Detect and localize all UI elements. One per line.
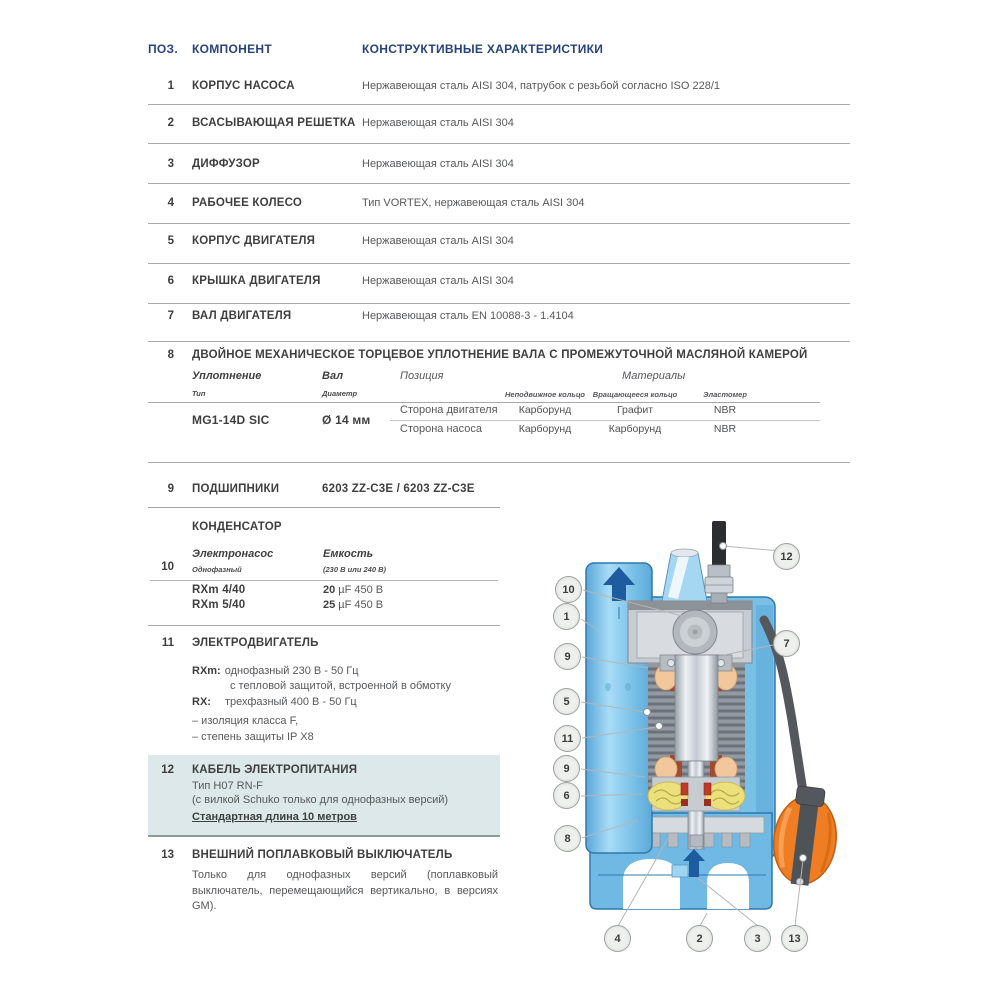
row-pos: 11	[161, 637, 174, 649]
row-pos: 12	[161, 764, 174, 776]
callout-9-upper: 9	[554, 643, 581, 670]
motor-rx-label: RX:	[192, 696, 211, 708]
callout-6: 6	[553, 782, 580, 809]
seal-col-shaft: Вал	[322, 370, 344, 382]
callout-4: 4	[604, 925, 631, 952]
callout-8: 8	[554, 825, 581, 852]
row-pos: 3	[167, 158, 174, 170]
callout-1: 1	[553, 603, 580, 630]
component-characteristics: Нержавеющая сталь AISI 304, патрубок с резьбой согласно ISO 228/1	[362, 80, 721, 92]
seal-elastomer-cell: NBR	[713, 423, 737, 435]
capacitor-model: RXm 4/40	[192, 584, 246, 596]
motor-rx-text: трехфазный 400 В - 50 Гц	[224, 696, 357, 708]
divider	[390, 420, 820, 421]
seal-position-cell: Сторона двигателя	[400, 404, 498, 416]
divider	[148, 104, 850, 105]
divider	[148, 183, 850, 184]
motor-protection-note: – степень защиты IP X8	[192, 731, 314, 743]
callout-9-lower: 9	[553, 755, 580, 782]
divider	[148, 263, 850, 264]
callout-3: 3	[744, 925, 771, 952]
motor-name: ЭЛЕКТРОДВИГАТЕЛЬ	[192, 637, 319, 649]
component-name: КОРПУС НАСОСА	[192, 80, 295, 92]
seal-col-fixed-ring: Неподвижное кольцо	[504, 390, 586, 399]
oil-chamber	[648, 777, 745, 811]
seal-position-cell: Сторона насоса	[400, 423, 483, 435]
row-pos: 5	[167, 235, 174, 247]
row-pos: 10	[161, 561, 174, 573]
motor-rxm-note: с тепловой защитой, встроенной в обмотку	[230, 680, 451, 692]
capacitor-col-pump-sub: Однофазный	[192, 565, 242, 574]
callout-12: 12	[773, 543, 800, 570]
seal-col-materials: Материалы	[622, 370, 686, 382]
capacitor-value-number: 25	[323, 599, 336, 611]
motor-rxm-line	[192, 665, 359, 677]
pump-cutaway-diagram	[540, 505, 870, 975]
seal-section-title: ДВОЙНОЕ МЕХАНИЧЕСКОЕ ТОРЦЕВОЕ УПЛОТНЕНИЕ ВАЛА С ПРОМЕЖУТОЧНОЙ МАСЛЯНОЙ КАМЕРОЙ	[192, 349, 808, 361]
characteristics-column-header: КОНСТРУКТИВНЫЕ ХАРАКТЕРИСТИКИ	[362, 42, 604, 56]
divider	[148, 625, 500, 626]
row-pos: 13	[161, 849, 174, 861]
seal-type-value: MG1-14D SIC	[192, 413, 270, 427]
power-cable	[705, 521, 733, 603]
capacitor-value	[323, 584, 383, 596]
row-pos: 4	[167, 197, 174, 209]
seal-rotating-cell: Графит	[616, 404, 654, 416]
capacitor-col-capacity-sub: (230 В или 240 В)	[323, 565, 387, 574]
float-switch-name: ВНЕШНИЙ ПОПЛАВКОВЫЙ ВЫКЛЮЧАТЕЛЬ	[192, 849, 453, 861]
callout-10: 10	[555, 576, 582, 603]
component-characteristics: Нержавеющая сталь AISI 304	[362, 235, 514, 247]
component-name: КОРПУС ДВИГАТЕЛЯ	[192, 235, 316, 247]
divider	[148, 341, 850, 342]
row-pos: 7	[167, 310, 174, 322]
capacitor-value	[323, 599, 383, 611]
capacitor	[673, 610, 717, 654]
component-characteristics: Тип VORTEX, нержавеющая сталь AISI 304	[362, 197, 585, 209]
component-name: ДИФФУЗОР	[192, 158, 260, 170]
callout-2: 2	[686, 925, 713, 952]
row-pos: 6	[167, 275, 174, 287]
motor-rx-line	[192, 696, 357, 708]
divider	[148, 303, 850, 304]
divider	[148, 402, 820, 403]
capacitor-model: RXm 5/40	[192, 599, 246, 611]
capacitor-value-number: 20	[323, 584, 336, 596]
component-name: ВСАСЫВАЮЩАЯ РЕШЕТКА	[192, 117, 356, 129]
callout-13: 13	[781, 925, 808, 952]
seal-col-rotating-ring: Вращающееся кольцо	[592, 390, 678, 399]
cable-length: Стандартная длина 10 метров	[192, 811, 357, 823]
component-name: ВАЛ ДВИГАТЕЛЯ	[192, 310, 292, 322]
component-characteristics: Нержавеющая сталь AISI 304	[362, 117, 514, 129]
component-name: РАБОЧЕЕ КОЛЕСО	[192, 197, 302, 209]
seal-elastomer-cell: NBR	[713, 404, 737, 416]
seal-col-seal: Уплотнение	[192, 370, 262, 382]
motor-rxm-label: RXm:	[192, 665, 221, 677]
row-pos: 9	[167, 483, 174, 495]
seal-col-diameter: Диаметр	[322, 389, 358, 398]
bearings-value: 6203 ZZ-C3E / 6203 ZZ-C3E	[322, 483, 475, 495]
divider	[148, 223, 850, 224]
divider	[148, 507, 500, 508]
divider	[148, 462, 850, 463]
capacitor-col-pump: Электронасос	[192, 548, 274, 560]
cable-type: Тип H07 RN-F	[192, 780, 263, 792]
callout-5: 5	[553, 688, 580, 715]
component-characteristics: Нержавеющая сталь EN 10088-3 - 1.4104	[362, 310, 574, 322]
cable-name: КАБЕЛЬ ЭЛЕКТРОПИТАНИЯ	[192, 764, 358, 776]
seal-rotating-cell: Карборунд	[608, 423, 662, 435]
callout-11: 11	[554, 725, 581, 752]
seal-col-type: Тип	[192, 389, 206, 398]
float-switch	[769, 784, 843, 889]
component-name: КРЫШКА ДВИГАТЕЛЯ	[192, 275, 321, 287]
capacitor-name: КОНДЕНСАТОР	[192, 521, 282, 533]
capacitor-value-unit: µF 450 В	[338, 584, 384, 596]
pos-column-header: ПОЗ.	[148, 42, 179, 56]
component-column-header: КОМПОНЕНТ	[192, 42, 272, 56]
row-pos: 1	[167, 80, 174, 92]
cable-note: (с вилкой Schuko только для однофазных версий)	[192, 794, 449, 806]
seal-fixed-cell: Карборунд	[518, 404, 572, 416]
motor-insulation-note: – изоляция класса F,	[192, 715, 299, 727]
capacitor-col-capacity: Емкость	[323, 548, 374, 560]
divider	[148, 143, 850, 144]
seal-col-elastomer: Эластомер	[703, 390, 747, 399]
callout-7: 7	[773, 630, 800, 657]
motor-rxm-text: однофазный 230 В - 50 Гц	[224, 665, 359, 677]
bearings-name: ПОДШИПНИКИ	[192, 483, 280, 495]
capacitor-value-unit: µF 450 В	[338, 599, 384, 611]
seal-diameter-value: Ø 14 мм	[322, 413, 371, 427]
row-pos: 2	[167, 117, 174, 129]
component-characteristics: Нержавеющая сталь AISI 304	[362, 275, 514, 287]
row-pos: 8	[167, 349, 174, 361]
discharge-cone	[662, 549, 707, 601]
seal-fixed-cell: Карборунд	[518, 423, 572, 435]
component-characteristics: Нержавеющая сталь AISI 304	[362, 158, 514, 170]
float-switch-note: Только для однофазных версий (поплавковый выключатель, перемещающийся вертикально, в версиях GM).	[192, 869, 498, 912]
divider	[150, 580, 498, 581]
seal-col-position: Позиция	[400, 370, 444, 382]
